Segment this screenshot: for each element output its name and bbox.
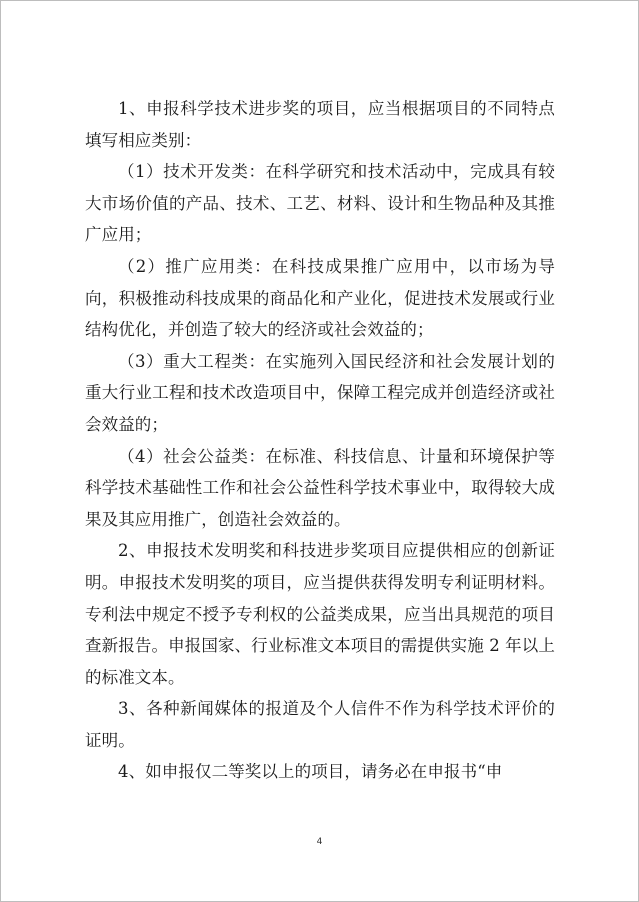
paragraph-item-3: 3、各种新闻媒体的报道及个人信件不作为科学技术评价的证明。 [85,699,555,750]
paragraph-item-1: 1、申报科学技术进步奖的项目，应当根据项目的不同特点填写相应类别： [85,99,555,150]
document-body [85,93,555,788]
paragraph-item-4: 4、如申报仅二等奖以上的项目，请务必在申报书“申 [118,762,503,782]
paragraph-item-1-4: （4）社会公益类：在标准、科技信息、计量和环境保护等科学技术基础性工作和社会公益性科学技术事业中，取得较大成果及其应用推广，创造社会效益的。 [85,446,555,529]
paragraph-item-1-3: （3）重大工程类：在实施列入国民经济和社会发展计划的重大行业工程和技术改造项目中，保障工程完成并创造经济或社会效益的； [85,351,555,434]
paragraph-item-1-1: （1）技术开发类：在科学研究和技术活动中，完成具有较大市场价值的产品、技术、工艺、材料、设计和生物品种及其推广应用； [85,162,555,245]
paragraph-item-1-2: （2）推广应用类：在科技成果推广应用中，以市场为导向，积极推动科技成果的商品化和产业化，促进技术发展或行业结构优化，并创造了较大的经济或社会效益的； [85,256,555,340]
page-number: 4 [316,837,323,847]
paragraph-item-2: 2、申报技术发明奖和科技进步奖项目应提供相应的创新证明。申报技术发明奖的项目，应当提供获得发明专利证明材料。专利法中规定不授予专利权的公益类成果，应当出具规范的项目查新报告。申报国家、行业标准文本项目的需提供实施 2 年以上的标准文本。 [85,541,555,687]
